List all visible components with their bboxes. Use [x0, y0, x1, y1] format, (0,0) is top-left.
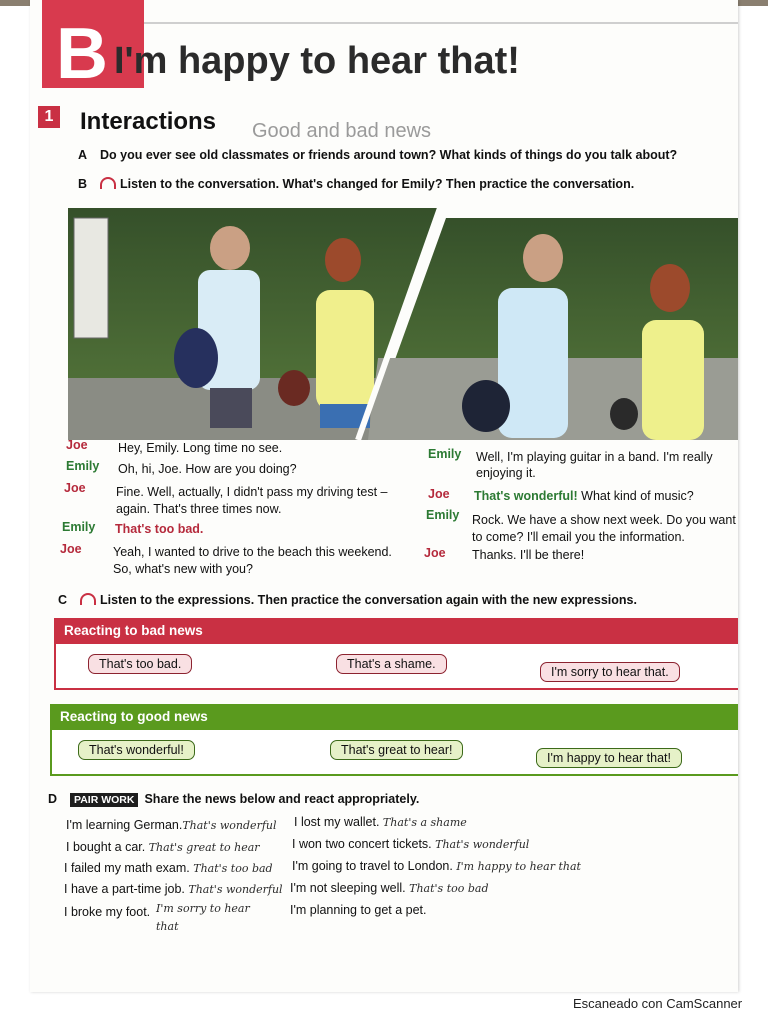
question-b	[78, 176, 634, 191]
dialogue-text	[474, 488, 694, 505]
dialogue-text: Yeah, I wanted to drive to the beach this weekend.	[113, 545, 392, 559]
speaker-joe: Joe	[428, 487, 450, 501]
expression-bubble: I'm happy to hear that!	[536, 748, 682, 768]
news-text: I have a part-time job.	[64, 882, 185, 896]
dialogue-text-rest: What kind of music?	[577, 489, 694, 503]
news-item	[294, 815, 467, 829]
handwritten-response: That's wonderful	[188, 883, 283, 896]
news-text: I lost my wallet.	[294, 815, 380, 829]
handwritten-response: That's wonderful	[182, 819, 277, 832]
question-a	[78, 148, 677, 162]
question-letter: A	[78, 148, 88, 162]
question-text: Listen to the conversation. What's changed for Emily? Then practice the conversation.	[120, 177, 635, 191]
speaker-joe: Joe	[66, 438, 88, 452]
news-item	[290, 903, 427, 917]
news-text: I'm learning German.	[66, 818, 183, 832]
news-text: I broke my foot.	[64, 905, 151, 919]
expression-bubble: That's a shame.	[336, 654, 447, 674]
good-news-panel	[50, 704, 738, 776]
expression-bubble: That's wonderful!	[78, 740, 195, 760]
news-item	[66, 840, 260, 854]
dialogue-text: Rock. We have a show next week. Do you want	[472, 513, 736, 527]
question-text: Listen to the expressions. Then practice the conversation again with the new expressions.	[100, 593, 637, 607]
news-item	[64, 861, 273, 875]
handwritten-response: That's too bad	[409, 882, 489, 895]
news-text: I'm not sleeping well.	[290, 881, 406, 895]
question-letter: B	[78, 177, 88, 191]
handwritten-response: That's too bad	[193, 862, 273, 875]
dialogue-text: to come? I'll email you the information.	[472, 530, 685, 544]
dialogue-text: Well, I'm playing guitar in a band. I'm really	[476, 450, 713, 464]
expression-bubble: That's great to hear!	[330, 740, 463, 760]
news-text: I won two concert tickets.	[292, 837, 432, 851]
dialogue-text: Hey, Emily. Long time no see.	[118, 441, 283, 455]
news-text: I failed my math exam.	[64, 861, 190, 875]
dialogue-text: That's too bad.	[115, 522, 204, 536]
instruction-text: Share the news below and react appropriately.	[144, 792, 420, 806]
photo-illustration	[68, 208, 738, 440]
good-news-expressions	[50, 730, 738, 776]
news-item	[64, 882, 283, 896]
news-item	[290, 881, 489, 895]
speaker-emily: Emily	[428, 447, 462, 461]
question-text: Do you ever see old classmates or friends around town? What kinds of things do you talk about?	[100, 148, 678, 162]
dialogue-text: enjoying it.	[476, 466, 536, 480]
good-news-heading: Reacting to good news	[50, 704, 738, 730]
headphones-icon[interactable]	[80, 593, 96, 605]
handwritten-response: I'm sorry to hear that	[156, 902, 250, 933]
news-text: I bought a car.	[66, 840, 146, 854]
bad-news-expressions	[54, 644, 738, 690]
news-item	[292, 859, 581, 873]
unit-title: I'm happy to hear that!	[114, 40, 520, 82]
handwritten-response: That's a shame	[382, 816, 467, 829]
pair-work-badge: PAIR WORK	[70, 793, 138, 807]
speaker-joe: Joe	[64, 481, 86, 495]
dialogue-text: Oh, hi, Joe. How are you doing?	[118, 462, 297, 476]
section-number: 1	[38, 106, 60, 128]
question-letter: D	[48, 792, 58, 806]
dialogue-text: Fine. Well, actually, I didn't pass my driving test –	[116, 485, 388, 499]
handwritten-response: I'm happy to hear that	[456, 860, 581, 873]
dialogue-text: Thanks. I'll be there!	[472, 548, 585, 562]
handwritten-response: That's wonderful	[435, 838, 530, 851]
question-c	[58, 592, 637, 607]
bad-news-panel	[54, 618, 738, 690]
title-rule	[144, 22, 738, 24]
news-text: I'm going to travel to London.	[292, 859, 453, 873]
section-title: Interactions	[80, 108, 217, 135]
speaker-emily: Emily	[426, 508, 460, 522]
textbook-page	[30, 0, 738, 992]
speaker-emily: Emily	[66, 459, 100, 473]
conversation-photo	[68, 208, 738, 440]
speaker-emily: Emily	[62, 520, 96, 534]
speaker-joe: Joe	[424, 546, 446, 560]
scanner-watermark: Escaneado con CamScanner	[573, 996, 743, 1011]
dialogue-text: So, what's new with you?	[113, 562, 253, 576]
expression-bubble: I'm sorry to hear that.	[540, 662, 680, 682]
handwritten-response: That's great to hear	[148, 841, 260, 854]
bad-news-heading: Reacting to bad news	[54, 618, 738, 644]
expression-bubble: That's too bad.	[88, 654, 192, 674]
expression-highlight: That's wonderful!	[474, 489, 578, 503]
news-item	[66, 818, 277, 832]
news-item	[64, 905, 150, 919]
news-text: I'm planning to get a pet.	[290, 903, 427, 917]
news-item	[292, 837, 529, 851]
pair-work-instruction	[48, 792, 419, 807]
unit-letter: B	[56, 14, 108, 94]
headphones-icon[interactable]	[100, 177, 116, 189]
dialogue-text: again. That's three times now.	[116, 502, 282, 516]
question-letter: C	[58, 593, 68, 607]
speaker-joe: Joe	[60, 542, 82, 556]
section-subtitle: Good and bad news	[252, 120, 432, 142]
